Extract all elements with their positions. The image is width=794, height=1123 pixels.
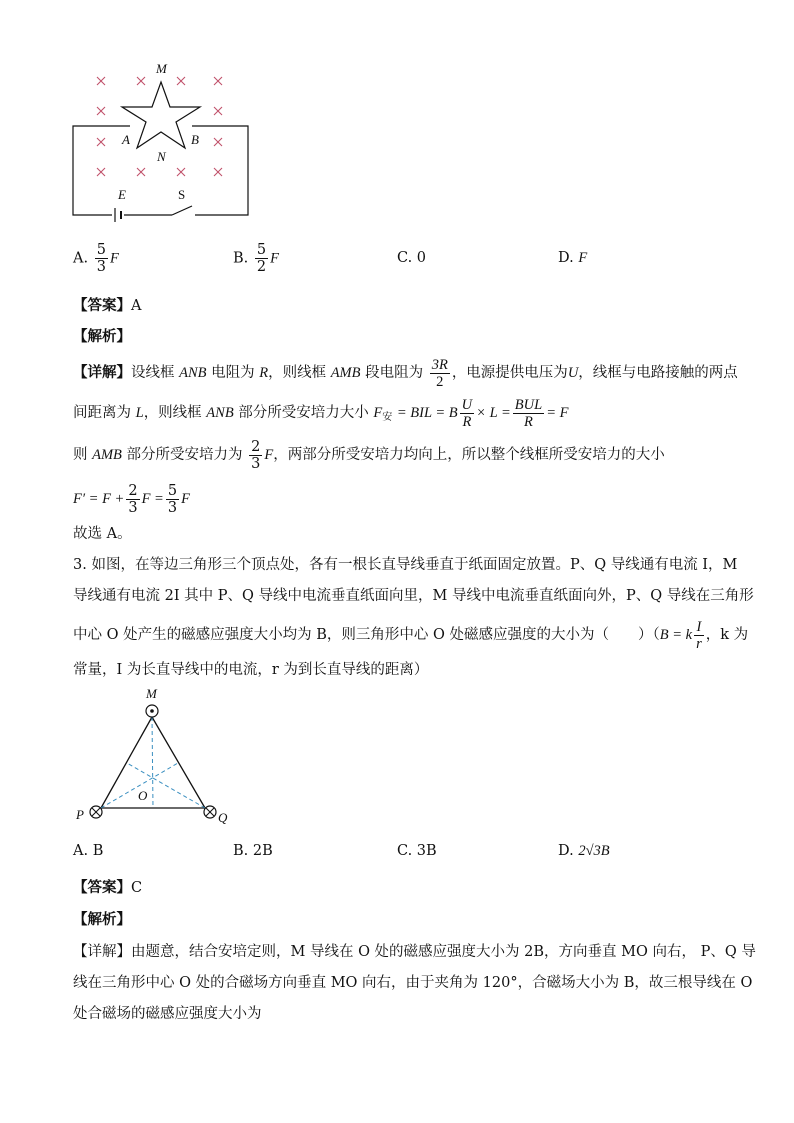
q2-option-b: B. $\frac{5}{2}$ F [233,242,279,275]
star-frame [122,82,200,148]
label-A: A [122,132,130,147]
q2-option-c: C. 0 [397,250,427,266]
label-Q: Q [218,810,228,825]
q3-detail-line2: 线在三角形中心 O 处的合磁场方向垂直 MO 向右，由于夹角为 120°，合磁场大小为 B，故三根导线在 O [73,975,753,991]
q2-option-d: D. F [558,250,588,266]
triangle-figure [70,684,240,830]
q3-line3: 中心 O 处产生的磁感应强度大小均为 B，则三角形中心 O 处磁感应强度的大小为（ ）（B = k $\frac{I}{r}$ ，k 为 [73,618,749,652]
q3-line4: 常量，I 为长直导线中的电流，r 为到长直导线的距离） [73,662,429,678]
q2-detail-line3: 则 AMB 部分所受安培力为 $\frac{2}{3}$ F，两部分所受安培力均向上，所以整个线框所受安培力的大小 [73,438,665,472]
median-lines [101,717,205,808]
wire-M-out-icon [146,705,158,717]
label-M: M [146,686,157,701]
label-N: N [157,149,166,164]
wire-Q-in-icon [204,806,216,818]
q3-option-a: A. B [73,843,104,859]
q2-analysis-tag: 【解析】 [73,328,131,345]
q2-choose: 故选 A。 [73,526,132,542]
q2-detail-line1: 【详解】设线框 ANB 电阻为 R，则线框 AMB 段电阻为 $\frac{3R}{2}$ ，电源提供电压为U，线框与电路接触的两点 [73,356,738,390]
label-M: M [156,61,167,76]
q2-answer: 【答案】A [73,297,142,314]
q3-analysis-tag: 【解析】 [73,911,131,928]
q3-detail-line1: 【详解】由题意，结合安培定则，M 导线在 O 处的磁感应强度大小为 2B，方向垂直 MO 向右， P、Q 导 [73,944,756,960]
q3-option-c: C. 3B [397,843,437,859]
label-S: S [178,187,186,202]
q3-line2: 导线通有电流 2I 其中 P、Q 导线中电流垂直纸面向里，M 导线中电流垂直纸面向外，P、Q 导线在三角形 [73,588,754,604]
label-B: B [191,132,199,147]
label-P: P [76,807,84,822]
wire-P-in-icon [90,806,102,818]
q3-option-d: D. 2√3B [558,843,610,859]
label-E: E [118,187,126,202]
q2-detail-line4: F′ = F + $\frac{2}{3}$ F = $\frac{5}{3}$ F [73,482,190,516]
star-circuit-figure [60,55,270,225]
q3-detail-line3: 处合磁场的磁感应强度大小为 [73,1006,262,1022]
q2-option-a: A. $\frac{5}{3}$ F [73,242,119,275]
q3-option-b: B. 2B [233,843,273,859]
q3-answer: 【答案】C [73,879,143,896]
label-O: O [138,788,148,803]
q3-line1: 3. 如图，在等边三角形三个顶点处，各有一根长直导线垂直于纸面固定放置。P、Q 导线通有电流 I，M [73,557,738,573]
q2-detail-line2: 间距离为 L，则线框 ANB 部分所受安培力大小 $F_安$ = BIL = B $\frac{U}{R}$ × L = $\frac{\text{BUL}}{R}$ = F [73,396,569,430]
